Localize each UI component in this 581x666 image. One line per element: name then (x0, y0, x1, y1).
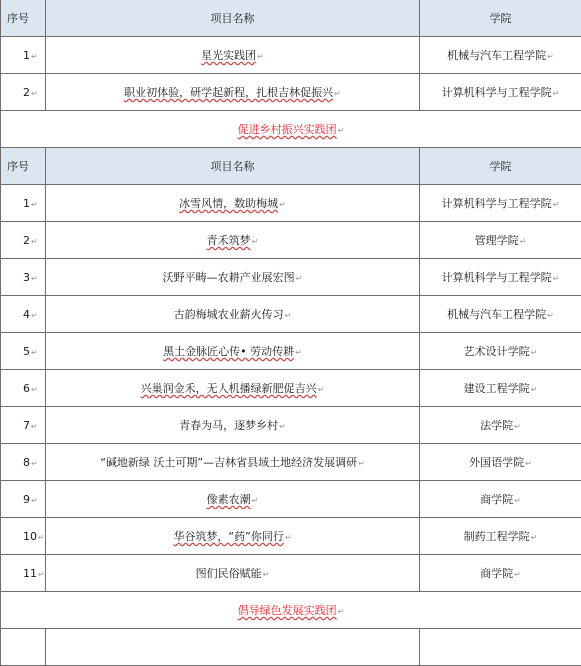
return-mark-icon: ↵ (31, 200, 38, 209)
return-mark-icon: ↵ (31, 89, 38, 98)
section-title-row (1, 592, 581, 629)
header-name: 项目名称 (46, 148, 420, 185)
row-project-name: 沃野平畴—农耕产业展宏图↵ (46, 259, 420, 296)
header-college: 学院 (420, 148, 581, 185)
return-mark-icon: ↵ (296, 274, 303, 283)
section-title: 倡导绿色发展实践团↵ (1, 592, 581, 629)
row-project-name: 冰雪风情，数助梅城↵ (46, 185, 420, 222)
return-mark-icon: ↵ (285, 311, 292, 320)
row-project-name: 青春为马，逐梦乡村↵ (46, 407, 420, 444)
header-college: 学院 (420, 0, 581, 37)
return-mark-icon: ↵ (334, 89, 341, 98)
row-college: 管理学院↵ (420, 222, 581, 259)
row-project-name: 像素农潮↵ (46, 481, 420, 518)
return-mark-icon: ↵ (514, 422, 521, 431)
row-num: 11↵ (1, 555, 46, 592)
row-college: 外国语学院↵ (420, 444, 581, 481)
row-project-name (46, 629, 420, 666)
table-row (1, 444, 581, 481)
return-mark-icon: ↵ (525, 459, 532, 468)
table-row (1, 74, 581, 111)
table-row (1, 518, 581, 555)
return-mark-icon: ↵ (547, 311, 554, 320)
row-college: 法学院↵ (420, 407, 581, 444)
return-mark-icon: ↵ (553, 89, 560, 98)
table-header-row (1, 148, 581, 185)
return-mark-icon: ↵ (31, 52, 38, 61)
return-mark-icon: ↵ (338, 126, 345, 135)
return-mark-icon: ↵ (31, 311, 38, 320)
return-mark-icon: ↵ (338, 607, 345, 616)
return-mark-icon: ↵ (31, 459, 38, 468)
row-project-name: “碱地新绿 沃土可期”—吉林省县域土地经济发展调研↵ (46, 444, 420, 481)
row-college (420, 629, 581, 666)
row-num: 9↵ (1, 481, 46, 518)
table-row (1, 259, 581, 296)
table-row (1, 370, 581, 407)
row-project-name: 图们民俗赋能↵ (46, 555, 420, 592)
row-num: 6↵ (1, 370, 46, 407)
row-num: 1↵ (1, 185, 46, 222)
row-college: 计算机科学与工程学院↵ (420, 185, 581, 222)
row-college: 计算机科学与工程学院↵ (420, 74, 581, 111)
return-mark-icon: ↵ (514, 570, 521, 579)
return-mark-icon: ↵ (31, 496, 38, 505)
table-row (1, 185, 581, 222)
row-num (1, 629, 46, 666)
row-college: 计算机科学与工程学院↵ (420, 259, 581, 296)
return-mark-icon: ↵ (358, 459, 365, 468)
row-college: 机械与汽车工程学院↵ (420, 37, 581, 74)
return-mark-icon: ↵ (547, 52, 554, 61)
table-row (1, 333, 581, 370)
header-num: 序号 (1, 148, 46, 185)
table-row (1, 481, 581, 518)
section-title: 促进乡村振兴实践团↵ (1, 111, 581, 148)
row-num: 1↵ (1, 37, 46, 74)
row-num: 2↵ (1, 74, 46, 111)
return-mark-icon: ↵ (531, 533, 538, 542)
row-num: 5↵ (1, 333, 46, 370)
row-num: 10↵ (1, 518, 46, 555)
return-mark-icon: ↵ (31, 348, 38, 357)
return-mark-icon: ↵ (531, 348, 538, 357)
return-mark-icon: ↵ (38, 570, 45, 579)
return-mark-icon: ↵ (252, 496, 259, 505)
return-mark-icon: ↵ (252, 237, 259, 246)
row-num: 3↵ (1, 259, 46, 296)
row-project-name: 星光实践团↵ (46, 37, 420, 74)
row-num: 4↵ (1, 296, 46, 333)
row-college: 制药工程学院↵ (420, 518, 581, 555)
return-mark-icon: ↵ (285, 533, 292, 542)
return-mark-icon: ↵ (38, 533, 45, 542)
table-row-partial (1, 629, 581, 666)
row-college: 建设工程学院↵ (420, 370, 581, 407)
return-mark-icon: ↵ (279, 200, 286, 209)
row-num: 2↵ (1, 222, 46, 259)
table-row (1, 222, 581, 259)
row-project-name: 兴巢润金禾，无人机播绿新肥促吉兴↵ (46, 370, 420, 407)
return-mark-icon: ↵ (31, 274, 38, 283)
return-mark-icon: ↵ (553, 200, 560, 209)
return-mark-icon: ↵ (263, 570, 270, 579)
row-project-name: 职业初体验，研学起新程，扎根吉林促振兴↵ (46, 74, 420, 111)
table-header-row (1, 0, 581, 37)
return-mark-icon: ↵ (553, 274, 560, 283)
return-mark-icon: ↵ (257, 52, 264, 61)
header-num: 序号 (1, 0, 46, 37)
row-project-name: 古韵梅城农业薪火传习↵ (46, 296, 420, 333)
return-mark-icon: ↵ (279, 422, 286, 431)
row-college: 艺术设计学院↵ (420, 333, 581, 370)
return-mark-icon: ↵ (531, 385, 538, 394)
row-project-name: 华谷筑梦，“药”你同行↵ (46, 518, 420, 555)
return-mark-icon: ↵ (514, 496, 521, 505)
row-project-name: 黑土金脉匠心传• 劳动传耕↵ (46, 333, 420, 370)
section-title-row (1, 111, 581, 148)
row-college: 商学院↵ (420, 555, 581, 592)
row-college: 机械与汽车工程学院↵ (420, 296, 581, 333)
table-row (1, 407, 581, 444)
return-mark-icon: ↵ (318, 385, 325, 394)
row-num: 8↵ (1, 444, 46, 481)
return-mark-icon: ↵ (31, 385, 38, 394)
return-mark-icon: ↵ (31, 237, 38, 246)
return-mark-icon: ↵ (520, 237, 527, 246)
row-project-name: 青禾筑梦↵ (46, 222, 420, 259)
row-num: 7↵ (1, 407, 46, 444)
table-row (1, 555, 581, 592)
header-name: 项目名称 (46, 0, 420, 37)
table-row (1, 37, 581, 74)
row-college: 商学院↵ (420, 481, 581, 518)
return-mark-icon: ↵ (295, 348, 302, 357)
return-mark-icon: ↵ (31, 422, 38, 431)
table-row (1, 296, 581, 333)
